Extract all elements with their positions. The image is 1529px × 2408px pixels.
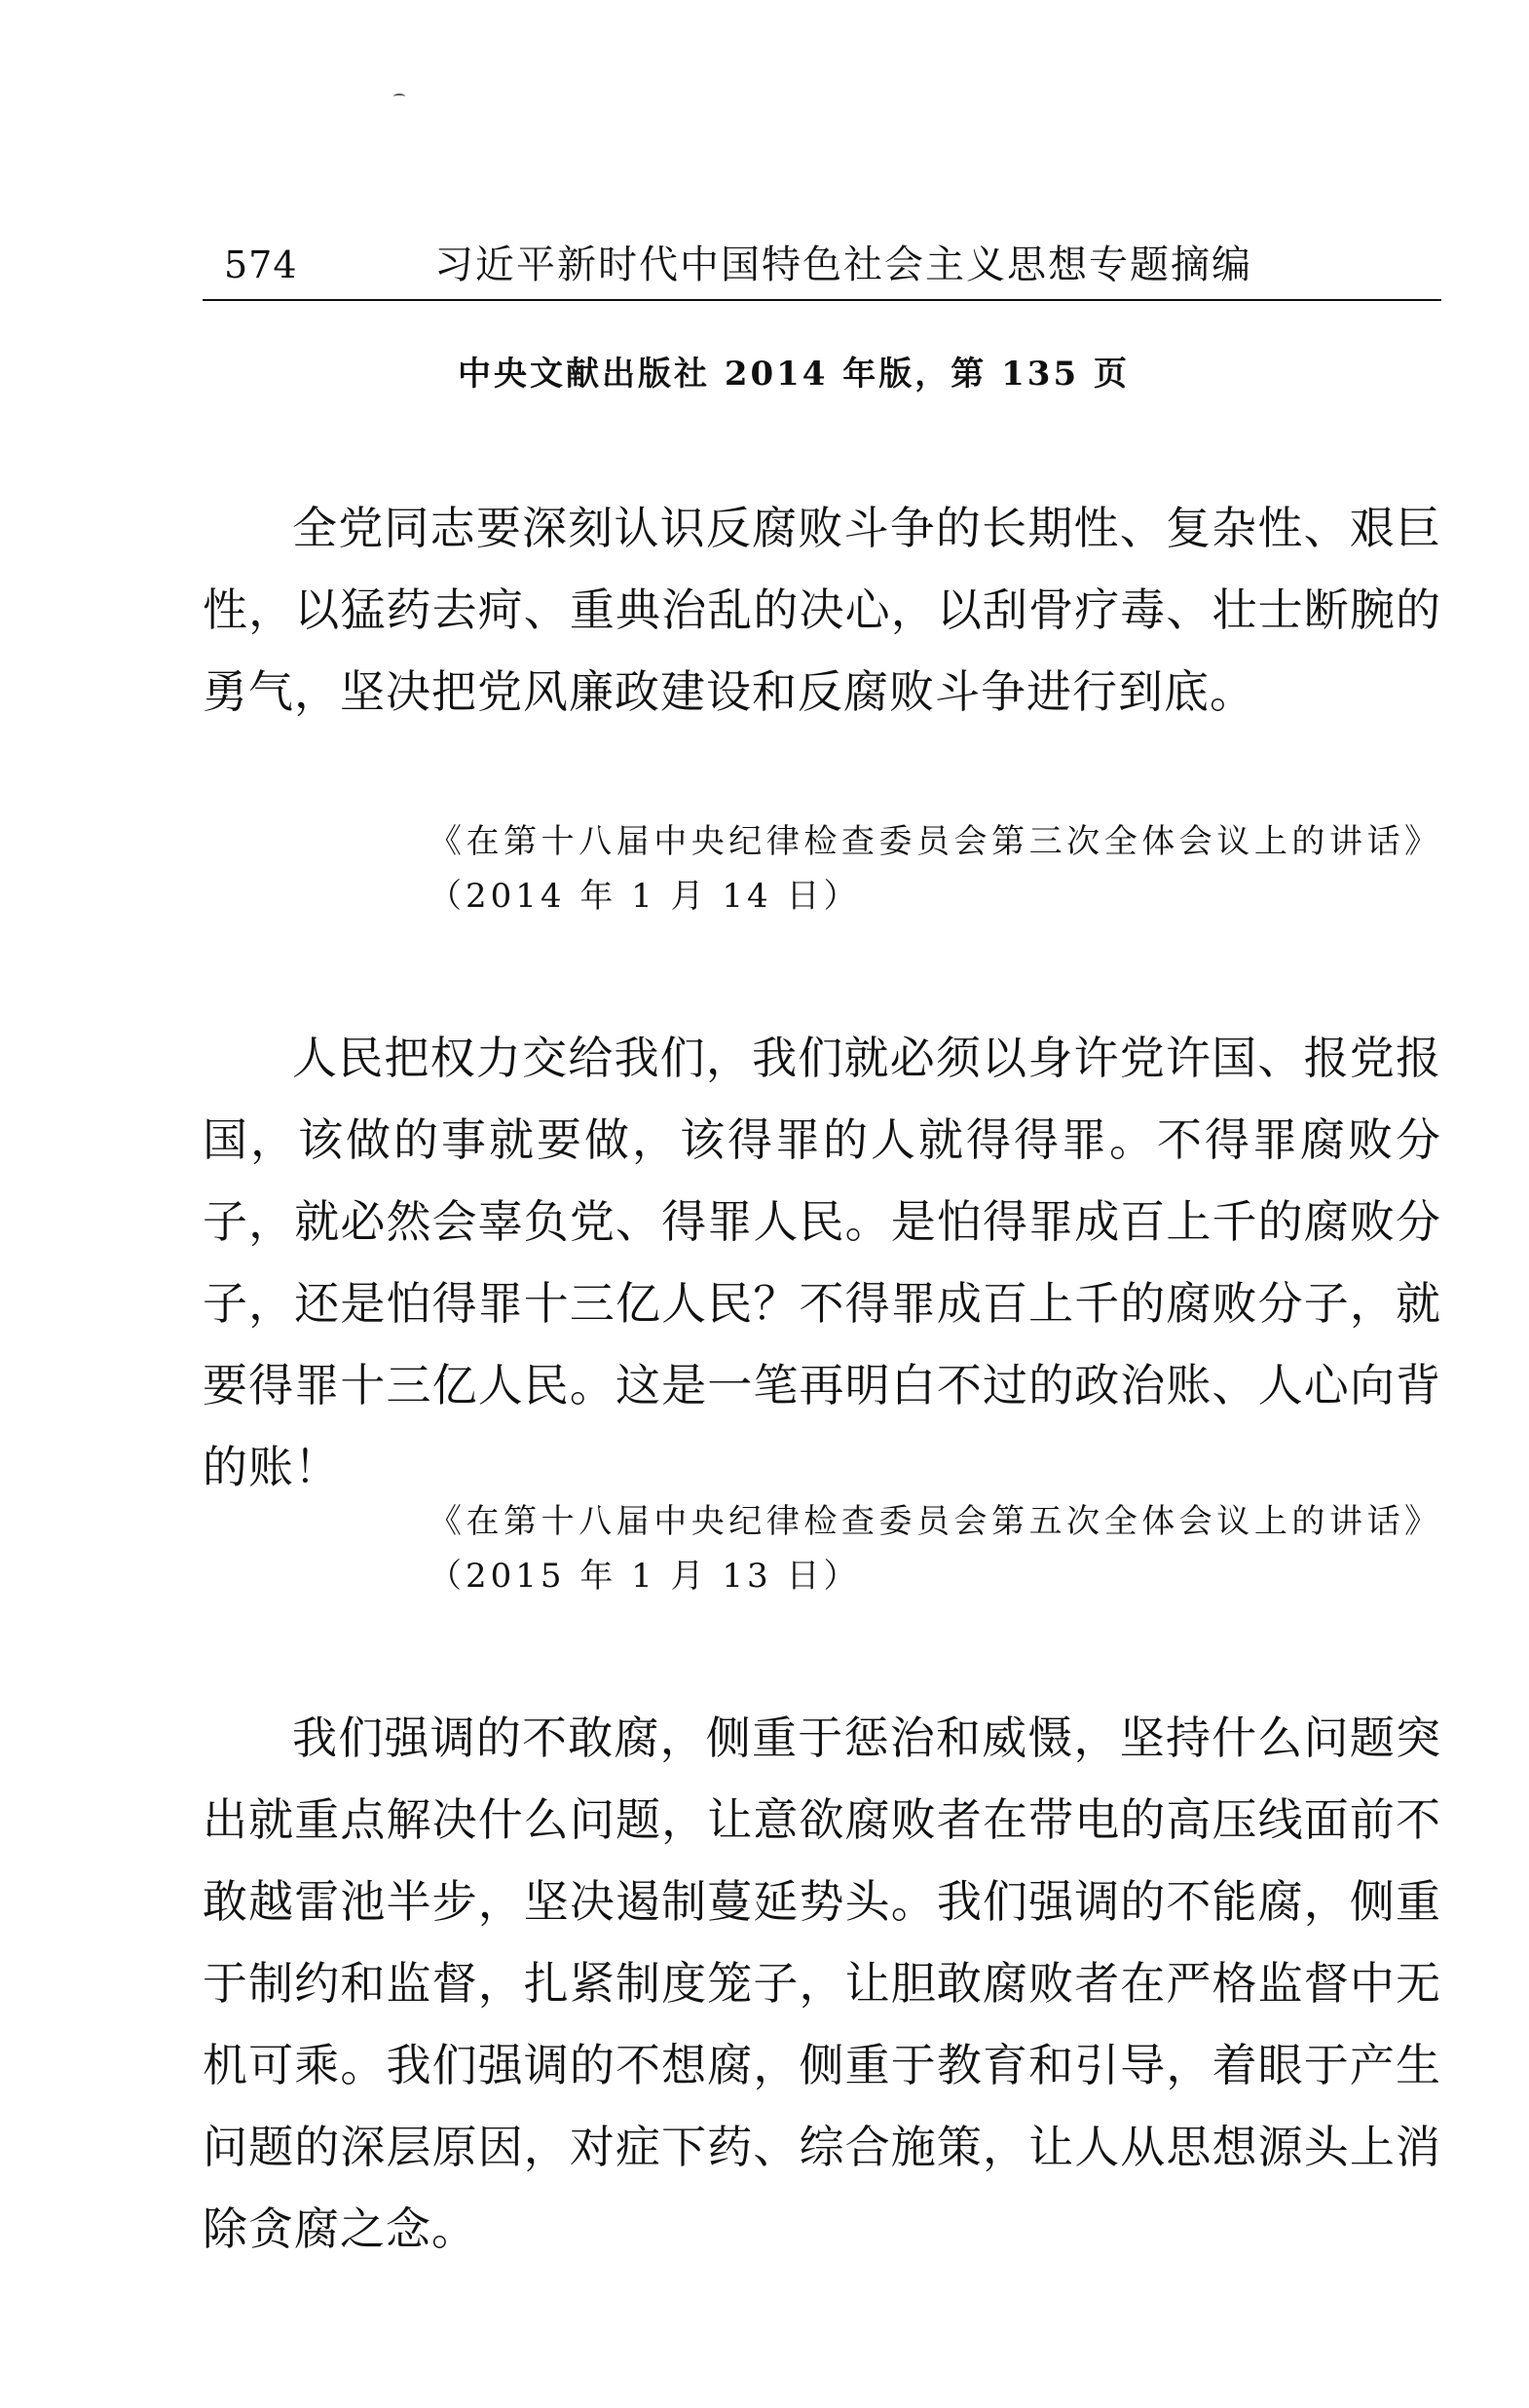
header-rule	[203, 299, 1441, 301]
page-header	[203, 240, 1441, 302]
running-title: 习近平新时代中国特色社会主义思想专题摘编	[434, 243, 1252, 287]
source-line: 中央文献出版社 2014 年版，第 135 页	[458, 355, 1130, 394]
scan-mark	[393, 94, 405, 99]
quote-paragraph: 全党同志要深刻认识反腐败斗争的长期性、复杂性、艰巨性，以猛药去疴、重典治乱的决心，以刮骨疗毒、壮士断腕的勇气，坚决把党风廉政建设和反腐败斗争进行到底。	[203, 502, 1441, 718]
page-number: 574	[224, 244, 298, 286]
quote-citation: 《在第十八届中央纪律检查委员会第五次全体会议上的讲话》（2015 年 1 月 13 日）	[429, 1502, 1441, 1596]
quote-citation: 《在第十八届中央纪律检查委员会第三次全体会议上的讲话》（2014 年 1 月 14 日）	[429, 822, 1441, 916]
quote-paragraph: 人民把权力交给我们，我们就必须以身许党许国、报党报国，该做的事就要做，该得罪的人就得得罪。不得罪腐败分子，就必然会辜负党、得罪人民。是怕得罪成百上千的腐败分子，还是怕得罪十三亿人民？不得罪成百上千的腐败分子，就要得罪十三亿人民。这是一笔再明白不过的政治账、人心向背的账！	[203, 1032, 1441, 1493]
quote-paragraph: 我们强调的不敢腐，侧重于惩治和威慑，坚持什么问题突出就重点解决什么问题，让意欲腐败者在带电的高压线面前不敢越雷池半步，坚决遏制蔓延势头。我们强调的不能腐，侧重于制约和监督，扎紧制度笼子，让胆敢腐败者在严格监督中无机可乘。我们强调的不想腐，侧重于教育和引导，着眼于产生问题的深层原因，对症下药、综合施策，让人从思想源头上消除贪腐之念。	[203, 1712, 1441, 2255]
